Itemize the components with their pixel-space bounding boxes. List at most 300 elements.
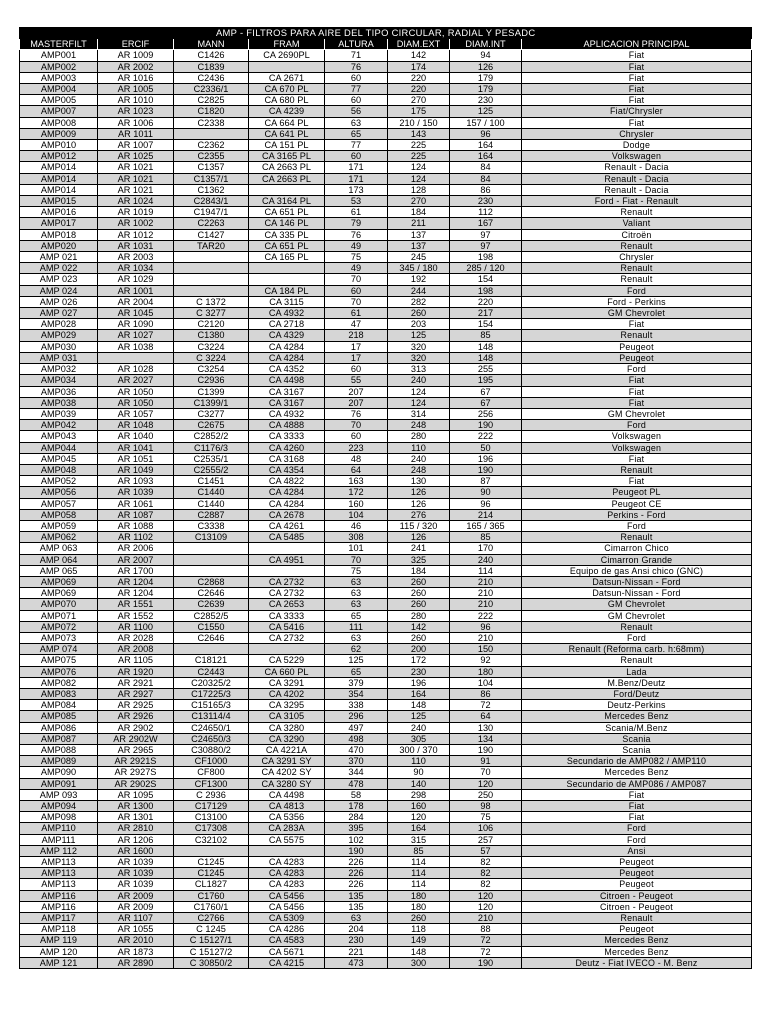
diam-int-cell: 106 (450, 823, 522, 834)
diam-ext-cell: 282 (388, 296, 450, 307)
aplicacion-cell: GM Chevrolet (522, 408, 752, 419)
diam-ext-cell: 240 (388, 722, 450, 733)
fram-cell: CA 5229 (249, 655, 325, 666)
altura-cell: 60 (325, 95, 388, 106)
fram-cell: CA 2653 (249, 599, 325, 610)
masterfilt-cell: AMP034 (20, 375, 98, 386)
aplicacion-cell: Fiat (522, 453, 752, 464)
masterfilt-cell: AMP016 (20, 207, 98, 218)
diam-int-cell: 70 (450, 767, 522, 778)
masterfilt-cell: AMP089 (20, 756, 98, 767)
masterfilt-cell: AMP072 (20, 621, 98, 632)
table-row (20, 128, 752, 139)
masterfilt-cell: AMP086 (20, 722, 98, 733)
altura-cell: 178 (325, 801, 388, 812)
altura-cell: 226 (325, 857, 388, 868)
mann-cell: C1176/3 (174, 442, 249, 453)
mann-cell (174, 644, 249, 655)
fram-cell: CA 5416 (249, 621, 325, 632)
table-row (20, 364, 752, 375)
fram-cell: CA 146 PL (249, 218, 325, 229)
mann-cell: C20325/2 (174, 677, 249, 688)
fram-cell (249, 845, 325, 856)
table-row (20, 263, 752, 274)
ercif-cell: AR 1873 (98, 946, 174, 957)
masterfilt-cell: AMP001 (20, 50, 98, 61)
fram-cell: CA 3280 SY (249, 778, 325, 789)
ercif-cell: AR 1016 (98, 72, 174, 83)
aplicacion-cell: Ford - Perkins (522, 296, 752, 307)
aplicacion-cell: Fiat (522, 397, 752, 408)
ercif-cell: AR 1039 (98, 487, 174, 498)
aplicacion-cell: Renault (522, 532, 752, 543)
altura-cell: 60 (325, 151, 388, 162)
masterfilt-cell: AMP071 (20, 610, 98, 621)
fram-cell: CA 4352 (249, 364, 325, 375)
altura-cell: 379 (325, 677, 388, 688)
ercif-cell: AR 2006 (98, 543, 174, 554)
altura-cell: 62 (325, 644, 388, 655)
diam-int-cell: 96 (450, 498, 522, 509)
ercif-cell: AR 1006 (98, 117, 174, 128)
table-row (20, 565, 752, 576)
table-row (20, 946, 752, 957)
altura-cell: 101 (325, 543, 388, 554)
ercif-cell: AR 1050 (98, 397, 174, 408)
fram-cell: CA 2718 (249, 319, 325, 330)
mann-cell: C1550 (174, 621, 249, 632)
mann-cell: C2436 (174, 72, 249, 83)
ercif-cell: AR 1031 (98, 240, 174, 251)
fram-cell: CA 4286 (249, 924, 325, 935)
fram-cell: CA 2690PL (249, 50, 325, 61)
table-row (20, 352, 752, 363)
diam-ext-cell: 305 (388, 733, 450, 744)
diam-ext-cell: 211 (388, 218, 450, 229)
diam-int-cell: 190 (450, 420, 522, 431)
table-row (20, 599, 752, 610)
diam-int-cell: 72 (450, 700, 522, 711)
diam-int-cell: 84 (450, 162, 522, 173)
diam-ext-cell: 124 (388, 386, 450, 397)
altura-cell: 171 (325, 162, 388, 173)
diam-ext-cell: 320 (388, 352, 450, 363)
fram-cell: CA 3165 PL (249, 151, 325, 162)
mann-cell: C3224 (174, 341, 249, 352)
ercif-cell: AR 1002 (98, 218, 174, 229)
diam-int-cell: 210 (450, 913, 522, 924)
altura-cell: 296 (325, 711, 388, 722)
masterfilt-cell: AMP058 (20, 509, 98, 520)
mann-cell: C1760/1 (174, 901, 249, 912)
ercif-cell: AR 2921S (98, 756, 174, 767)
aplicacion-cell: Peugeot (522, 924, 752, 935)
table-row (20, 767, 752, 778)
diam-int-cell: 217 (450, 308, 522, 319)
altura-cell: 65 (325, 666, 388, 677)
aplicacion-cell: Perkins - Ford (522, 509, 752, 520)
ercif-cell: AR 1105 (98, 655, 174, 666)
diam-ext-cell: 172 (388, 655, 450, 666)
masterfilt-cell: AMP052 (20, 476, 98, 487)
diam-ext-cell: 240 (388, 453, 450, 464)
table-row (20, 476, 752, 487)
masterfilt-cell: AMP113 (20, 857, 98, 868)
table-row (20, 386, 752, 397)
aplicacion-cell: Fiat (522, 61, 752, 72)
fram-cell (249, 263, 325, 274)
mann-cell: CL1827 (174, 879, 249, 890)
table-row (20, 72, 752, 83)
mann-cell: C2868 (174, 576, 249, 587)
altura-cell: 76 (325, 61, 388, 72)
ercif-cell: AR 2927S (98, 767, 174, 778)
altura-cell: 473 (325, 957, 388, 968)
diam-ext-cell: 244 (388, 285, 450, 296)
diam-ext-cell: 260 (388, 599, 450, 610)
table-title-row (20, 28, 752, 39)
diam-int-cell: 198 (450, 252, 522, 263)
table-row (20, 677, 752, 688)
table-row (20, 173, 752, 184)
diam-ext-cell: 298 (388, 789, 450, 800)
masterfilt-cell: AMP038 (20, 397, 98, 408)
fram-cell: CA 4202 SY (249, 767, 325, 778)
aplicacion-cell: Ansi (522, 845, 752, 856)
mann-cell: C2843/1 (174, 196, 249, 207)
table-row (20, 789, 752, 800)
diam-int-cell: 96 (450, 621, 522, 632)
aplicacion-cell: Fiat (522, 789, 752, 800)
ercif-cell: AR 1039 (98, 879, 174, 890)
aplicacion-cell: Datsun-Nissan - Ford (522, 588, 752, 599)
diam-ext-cell: 184 (388, 565, 450, 576)
table-row (20, 890, 752, 901)
fram-cell (249, 274, 325, 285)
ercif-cell: AR 2921 (98, 677, 174, 688)
masterfilt-cell: AMP090 (20, 767, 98, 778)
aplicacion-cell: Fiat (522, 84, 752, 95)
table-row (20, 610, 752, 621)
mann-cell: C 15127/2 (174, 946, 249, 957)
fram-cell: CA 4498 (249, 789, 325, 800)
fram-cell: CA 184 PL (249, 285, 325, 296)
masterfilt-cell: AMP010 (20, 140, 98, 151)
diam-int-cell: 164 (450, 140, 522, 151)
mann-cell: C1839 (174, 61, 249, 72)
diam-int-cell: 157 / 100 (450, 117, 522, 128)
diam-int-cell: 72 (450, 946, 522, 957)
table-row (20, 901, 752, 912)
mann-cell: C2825 (174, 95, 249, 106)
ercif-cell: AR 2004 (98, 296, 174, 307)
ercif-cell: AR 1087 (98, 509, 174, 520)
diam-ext-cell: 137 (388, 229, 450, 240)
diam-ext-cell: 345 / 180 (388, 263, 450, 274)
diam-ext-cell: 260 (388, 913, 450, 924)
altura-cell: 498 (325, 733, 388, 744)
altura-cell: 370 (325, 756, 388, 767)
fram-cell: CA 335 PL (249, 229, 325, 240)
masterfilt-cell: AMP 023 (20, 274, 98, 285)
aplicacion-cell: Mercedes Benz (522, 935, 752, 946)
altura-cell: 230 (325, 935, 388, 946)
table-row (20, 140, 752, 151)
table-row (20, 711, 752, 722)
fram-cell: CA 5309 (249, 913, 325, 924)
altura-cell: 70 (325, 274, 388, 285)
fram-cell: CA 283A (249, 823, 325, 834)
ercif-cell: AR 1095 (98, 789, 174, 800)
mann-cell: C1427 (174, 229, 249, 240)
table-row (20, 733, 752, 744)
diam-ext-cell: 125 (388, 330, 450, 341)
masterfilt-cell: AMP091 (20, 778, 98, 789)
aplicacion-cell: Renault (522, 913, 752, 924)
table-row (20, 554, 752, 565)
altura-cell: 63 (325, 599, 388, 610)
fram-cell: CA 4354 (249, 464, 325, 475)
diam-int-cell: 250 (450, 789, 522, 800)
diam-int-cell: 190 (450, 464, 522, 475)
diam-ext-cell: 260 (388, 576, 450, 587)
altura-cell: 60 (325, 364, 388, 375)
diam-ext-cell: 276 (388, 509, 450, 520)
diam-int-cell: 130 (450, 722, 522, 733)
masterfilt-cell: AMP069 (20, 576, 98, 587)
diam-ext-cell: 180 (388, 901, 450, 912)
masterfilt-cell: AMP045 (20, 453, 98, 464)
masterfilt-cell: AMP014 (20, 184, 98, 195)
diam-int-cell: 165 / 365 (450, 520, 522, 531)
table-row (20, 61, 752, 72)
mann-cell: C 2936 (174, 789, 249, 800)
diam-ext-cell: 174 (388, 61, 450, 72)
table-row (20, 431, 752, 442)
mann-cell: C2555/2 (174, 464, 249, 475)
ercif-cell: AR 1019 (98, 207, 174, 218)
diam-int-cell: 91 (450, 756, 522, 767)
mann-cell: CF1300 (174, 778, 249, 789)
diam-int-cell: 104 (450, 677, 522, 688)
mann-cell: C1399 (174, 386, 249, 397)
aplicacion-cell: Ford (522, 420, 752, 431)
mann-cell (174, 285, 249, 296)
aplicacion-cell: Mercedes Benz (522, 711, 752, 722)
diam-ext-cell: 325 (388, 554, 450, 565)
table-row (20, 117, 752, 128)
altura-cell: 17 (325, 341, 388, 352)
table-row (20, 913, 752, 924)
altura-cell: 354 (325, 688, 388, 699)
aplicacion-cell: Secundario de AMP082 / AMP110 (522, 756, 752, 767)
mann-cell: C 1245 (174, 924, 249, 935)
fram-cell: CA 660 PL (249, 666, 325, 677)
altura-cell: 104 (325, 509, 388, 520)
mann-cell: C24650/1 (174, 722, 249, 733)
masterfilt-cell: AMP 074 (20, 644, 98, 655)
fram-cell: CA 4239 (249, 106, 325, 117)
ercif-cell: AR 1001 (98, 285, 174, 296)
column-header-row (20, 39, 752, 50)
masterfilt-cell: AMP018 (20, 229, 98, 240)
masterfilt-cell: AMP069 (20, 588, 98, 599)
ercif-cell: AR 1057 (98, 408, 174, 419)
mann-cell: C2646 (174, 632, 249, 643)
ercif-cell: AR 1049 (98, 464, 174, 475)
diam-ext-cell: 248 (388, 464, 450, 475)
table-row (20, 487, 752, 498)
diam-int-cell: 148 (450, 341, 522, 352)
aplicacion-cell: Renault (522, 207, 752, 218)
diam-ext-cell: 240 (388, 375, 450, 386)
mann-cell: C1380 (174, 330, 249, 341)
ercif-cell: AR 1039 (98, 857, 174, 868)
column-header-diam-int: DIAM.INT (450, 39, 522, 50)
mann-cell: C 3277 (174, 308, 249, 319)
aplicacion-cell: GM Chevrolet (522, 308, 752, 319)
aplicacion-cell: Renault (522, 274, 752, 285)
diam-ext-cell: 313 (388, 364, 450, 375)
ercif-cell: AR 1093 (98, 476, 174, 487)
ercif-cell: AR 2926 (98, 711, 174, 722)
diam-int-cell: 222 (450, 610, 522, 621)
diam-ext-cell: 184 (388, 207, 450, 218)
altura-cell: 76 (325, 408, 388, 419)
ercif-cell: AR 1090 (98, 319, 174, 330)
fram-cell (249, 61, 325, 72)
mann-cell: C2338 (174, 117, 249, 128)
aplicacion-cell: Volkswagen (522, 442, 752, 453)
table-row (20, 84, 752, 95)
diam-ext-cell: 203 (388, 319, 450, 330)
ercif-cell: AR 2008 (98, 644, 174, 655)
table-row (20, 464, 752, 475)
masterfilt-cell: AMP 026 (20, 296, 98, 307)
altura-cell: 48 (325, 453, 388, 464)
ercif-cell: AR 1088 (98, 520, 174, 531)
column-header-ercif: ERCIF (98, 39, 174, 50)
altura-cell: 58 (325, 789, 388, 800)
masterfilt-cell: AMP056 (20, 487, 98, 498)
diam-ext-cell: 280 (388, 431, 450, 442)
altura-cell: 77 (325, 140, 388, 151)
mann-cell: C24650/3 (174, 733, 249, 744)
table-row (20, 935, 752, 946)
mann-cell: C30880/2 (174, 745, 249, 756)
masterfilt-cell: AMP004 (20, 84, 98, 95)
diam-ext-cell: 126 (388, 498, 450, 509)
ercif-cell: AR 2965 (98, 745, 174, 756)
table-row (20, 543, 752, 554)
aplicacion-cell: Scania (522, 733, 752, 744)
aplicacion-cell: Peugeot (522, 341, 752, 352)
table-row (20, 957, 752, 968)
ercif-cell: AR 1021 (98, 162, 174, 173)
mann-cell: C1760 (174, 890, 249, 901)
diam-ext-cell: 142 (388, 50, 450, 61)
diam-int-cell: 230 (450, 196, 522, 207)
ercif-cell: AR 1301 (98, 812, 174, 823)
masterfilt-cell: AMP014 (20, 173, 98, 184)
altura-cell: 65 (325, 610, 388, 621)
diam-int-cell: 97 (450, 229, 522, 240)
table-row (20, 879, 752, 890)
diam-ext-cell: 85 (388, 845, 450, 856)
altura-cell: 65 (325, 128, 388, 139)
column-header-fram: FRAM (249, 39, 325, 50)
fram-cell: CA 3291 SY (249, 756, 325, 767)
mann-cell: C1947/1 (174, 207, 249, 218)
masterfilt-cell: AMP036 (20, 386, 98, 397)
table-row (20, 868, 752, 879)
mann-cell: C2887 (174, 509, 249, 520)
mann-cell: C2936 (174, 375, 249, 386)
diam-ext-cell: 126 (388, 532, 450, 543)
aplicacion-cell: Renault (522, 621, 752, 632)
altura-cell: 125 (325, 655, 388, 666)
diam-ext-cell: 149 (388, 935, 450, 946)
masterfilt-cell: AMP059 (20, 520, 98, 531)
fram-cell: CA 2663 PL (249, 173, 325, 184)
altura-cell: 60 (325, 431, 388, 442)
masterfilt-cell: AMP029 (20, 330, 98, 341)
diam-ext-cell: 225 (388, 140, 450, 151)
table-row (20, 397, 752, 408)
fram-cell: CA 4283 (249, 868, 325, 879)
mann-cell (174, 543, 249, 554)
ercif-cell: AR 2810 (98, 823, 174, 834)
ercif-cell: AR 2890 (98, 957, 174, 968)
table-row (20, 50, 752, 61)
diam-ext-cell: 140 (388, 778, 450, 789)
ercif-cell: AR 2027 (98, 375, 174, 386)
masterfilt-cell: AMP057 (20, 498, 98, 509)
masterfilt-cell: AMP113 (20, 868, 98, 879)
ercif-cell: AR 1029 (98, 274, 174, 285)
masterfilt-cell: AMP 027 (20, 308, 98, 319)
fram-cell: CA 5671 (249, 946, 325, 957)
diam-ext-cell: 280 (388, 610, 450, 621)
fram-cell: CA 5356 (249, 812, 325, 823)
aplicacion-cell: Ford (522, 285, 752, 296)
diam-ext-cell: 192 (388, 274, 450, 285)
ercif-cell: AR 1034 (98, 263, 174, 274)
diam-ext-cell: 125 (388, 711, 450, 722)
altura-cell: 204 (325, 924, 388, 935)
ercif-cell: AR 1040 (98, 431, 174, 442)
table-row (20, 308, 752, 319)
diam-int-cell: 257 (450, 834, 522, 845)
aplicacion-cell: Ford (522, 823, 752, 834)
mann-cell (174, 845, 249, 856)
table-row (20, 520, 752, 531)
masterfilt-cell: AMP 022 (20, 263, 98, 274)
masterfilt-cell: AMP094 (20, 801, 98, 812)
altura-cell: 70 (325, 296, 388, 307)
diam-int-cell: 120 (450, 901, 522, 912)
fram-cell: CA 2678 (249, 509, 325, 520)
table-row (20, 240, 752, 251)
table-row (20, 588, 752, 599)
diam-ext-cell: 260 (388, 632, 450, 643)
mann-cell: C32102 (174, 834, 249, 845)
ercif-cell: AR 1600 (98, 845, 174, 856)
ercif-cell: AR 1010 (98, 95, 174, 106)
table-row (20, 184, 752, 195)
aplicacion-cell: Chrysler (522, 252, 752, 263)
diam-int-cell: 190 (450, 957, 522, 968)
